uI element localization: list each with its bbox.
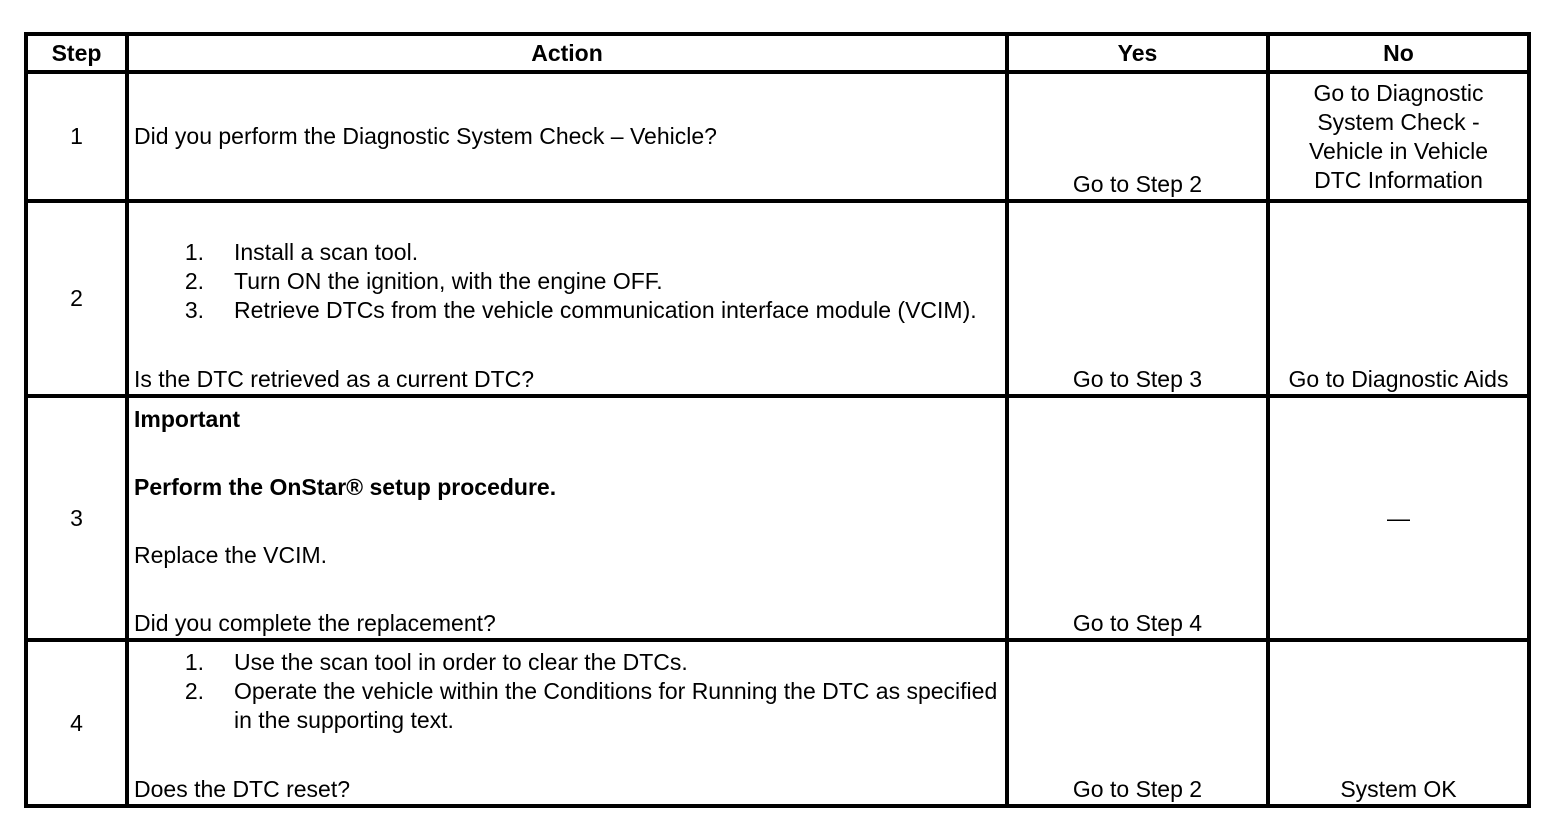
action-cell [127,72,1007,201]
list-item [134,267,1000,296]
no-link[interactable]: Go to Diagnostic Aids [1288,366,1509,392]
no-dash: — [1387,504,1410,531]
no-cell [1268,640,1529,806]
yes-link[interactable]: Go to Step 4 [1072,610,1203,636]
yes-link[interactable]: Go to Step 2 [1072,776,1203,802]
yes-link[interactable]: Go to Step 2 [1072,171,1203,197]
no-link[interactable]: System OK [1340,776,1457,802]
no-line: DTC Information [1314,166,1483,193]
action-question: Did you perform the Diagnostic System Check – Vehicle? [134,123,717,149]
header-no: No [1268,34,1529,72]
no-line: Vehicle in Vehicle [1308,137,1488,164]
yes-cell [1007,396,1268,640]
list-item-text: Install a scan tool. [234,239,419,265]
list-item-text: Use the scan tool in order to clear the DTCs. [234,649,688,675]
action-question: Did you complete the replacement? [134,610,496,636]
no-line: Go to Diagnostic [1313,79,1484,106]
no-cell [1268,396,1529,640]
yes-cell [1007,72,1268,201]
spacer [134,502,1000,541]
spacer [134,570,1000,609]
list-item [134,677,1000,735]
diagnostic-table [24,32,1531,808]
spacer [134,434,1000,473]
yes-cell [1007,201,1268,396]
header-action: Action [127,34,1007,72]
table-row [26,201,1529,396]
list-item-text: Operate the vehicle within the Conditions for Running the DTC as specified in the supporting text. [234,678,998,733]
step-number: 3 [26,396,127,640]
list-item-number: 1. [184,649,204,675]
no-link[interactable] [1275,79,1522,195]
spacer [134,735,1000,775]
list-item-text: Retrieve DTCs from the vehicle communication interface module (VCIM). [234,297,977,323]
list-item [134,238,1000,267]
list-item [134,296,1000,325]
action-question: Is the DTC retrieved as a current DTC? [134,366,535,392]
list-item-number: 1. [184,239,204,265]
header-step: Step [26,34,127,72]
spacer [134,325,1000,365]
procedure-list [134,648,1000,735]
list-item-number: 3. [184,297,204,323]
important-text: Perform the OnStar® setup procedure. [134,474,557,500]
table-row [26,396,1529,640]
step-number: 2 [26,201,127,396]
step-number: 4 [26,640,127,806]
list-item-text: Turn ON the ignition, with the engine OFF. [234,268,663,294]
header-yes: Yes [1007,34,1268,72]
table-row [26,640,1529,806]
no-cell [1268,72,1529,201]
important-label: Important [134,406,241,432]
action-cell [127,201,1007,396]
procedure-list [134,238,1000,325]
table-row [26,72,1529,201]
action-instruction: Replace the VCIM. [134,542,328,568]
list-item-number: 2. [184,268,204,294]
action-cell [127,396,1007,640]
no-line: System Check - [1317,108,1480,135]
no-cell [1268,201,1529,396]
list-item [134,648,1000,677]
yes-link[interactable]: Go to Step 3 [1072,366,1203,392]
yes-cell [1007,640,1268,806]
action-cell [127,640,1007,806]
table-header-row [26,34,1529,72]
list-item-number: 2. [184,678,204,704]
step-number: 1 [26,72,127,201]
action-question: Does the DTC reset? [134,776,351,802]
